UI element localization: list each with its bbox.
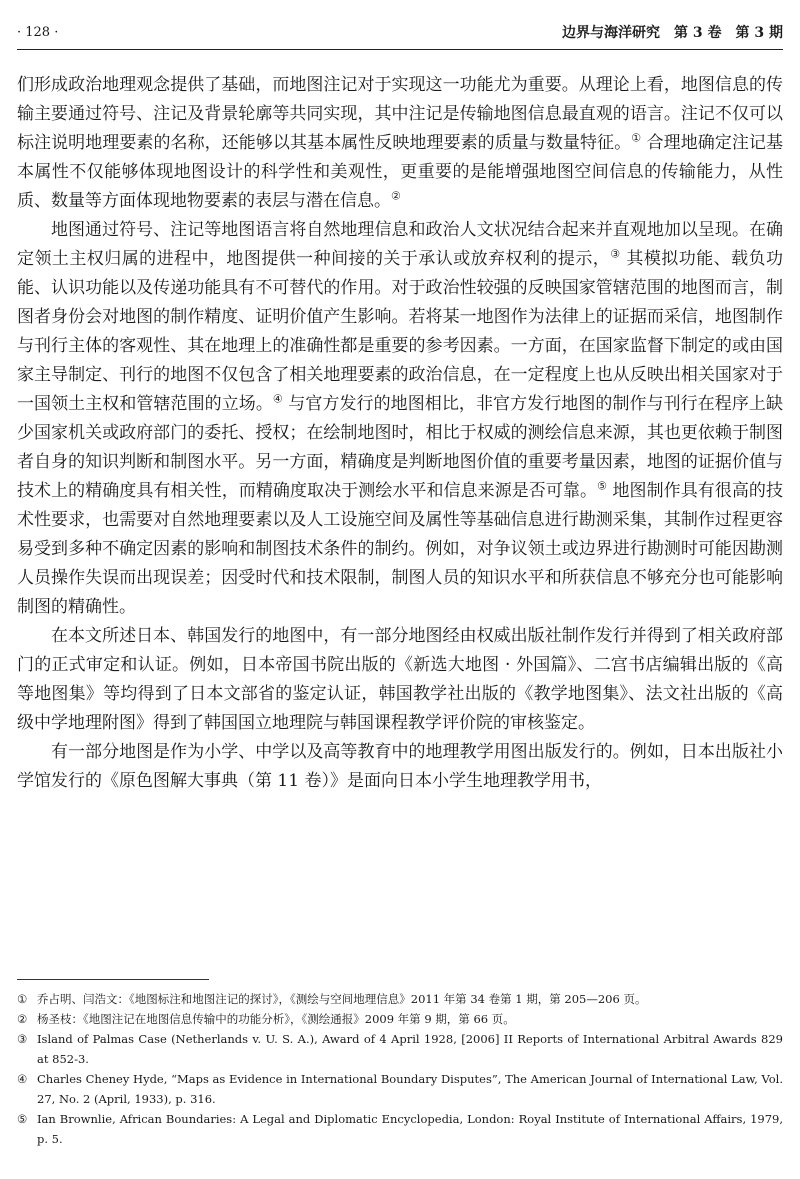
paragraph-text: 地图通过符号、注记等地图语言将自然地理信息和政治人文状况结合起来并直观地加以呈现。在确定领土主权归属的进程中，地图提供一种间接的关于承认或放弃权利的提示，	[17, 220, 783, 269]
footnote-ref[interactable]: ⑤	[597, 479, 607, 493]
footnote-number: ④	[17, 1072, 28, 1086]
page-number: · 128 ·	[17, 25, 59, 40]
paragraph-text: 有一部分地图是作为小学、中学以及高等教育中的地理教学用图出版发行的。例如，日本出版社小学馆发行的《原色图解大事典（第 11 卷）》是面向日本小学生地理教学用书，	[17, 742, 783, 791]
footnote-item	[17, 1069, 783, 1109]
paragraph	[17, 71, 783, 216]
footnote-ref[interactable]: ②	[391, 189, 401, 203]
footnote-number: ①	[17, 992, 28, 1006]
paragraph-text: 地图制作具有很高的技术性要求，也需要对自然地理要素以及人工设施空间及属性等基础信息进行勘测采集，其制作过程更容易受到多种不确定因素的影响和制图技术条件的制约。例如，对争议领土或边界进行勘测时可能因勘测人员操作失误而出现误差；因受时代和技术限制，制图人员的知识水平和所获信息不够充分也可能影响制图的精确性。	[17, 481, 783, 617]
footnote-ref[interactable]: ③	[610, 247, 621, 261]
footnote-separator	[17, 979, 209, 980]
footnote-number: ②	[17, 1012, 28, 1026]
footnote-number: ⑤	[17, 1112, 28, 1126]
paragraph-text: 在本文所述日本、韩国发行的地图中，有一部分地图经由权威出版社制作发行并得到了相关政府部门的正式审定和认证。例如，日本帝国书院出版的《新选大地图 · 外国篇》、二宫书店编辑出版的《高等地图集》等均得到了日本文部省的鉴定认证，韩国教学社出版的《教学地图集》、法文社出版的《高级中学地理附图》得到了韩国国立地理院与韩国课程教学评价院的审核鉴定。	[17, 626, 783, 733]
paragraph	[17, 216, 783, 622]
footnote-text: Charles Cheney Hyde, “Maps as Evidence in International Boundary Disputes”, The American Journal of International Law, Vol. 27, No. 2 (April, 1933), p. 316.	[37, 1072, 783, 1106]
running-header	[17, 18, 783, 48]
paragraph-text: 合理地确定注记基本属性不仅能够体现地图设计的科学性和美观性，更重要的是能增强地图空间信息的传输能力，从性质、数量等方面体现地物要素的表层与潜在信息。	[17, 133, 783, 211]
paragraph-text: 们形成政治地理观念提供了基础，而地图注记对于实现这一功能尤为重要。从理论上看，地图信息的传输主要通过符号、注记及背景轮廓等共同实现，其中注记是传输地图信息最直观的语言。注记不仅可以标注说明地理要素的名称，还能够以其基本属性反映地理要素的质量与数量特征。	[17, 75, 783, 153]
footnotes	[17, 989, 783, 1149]
paragraph	[17, 738, 783, 796]
paragraph-text: 其模拟功能、载负功能、认识功能以及传递功能具有不可替代的作用。对于政治性较强的反映国家管辖范围的地图而言，制图者身份会对地图的制作精度、证明价值产生影响。若将某一地图作为法律上的证据而采信，地图制作与刊行主体的客观性、其在地理上的准确性都是重要的参考因素。一方面，在国家监督下制定的或由国家主导制定、刊行的地图不仅包含了相关地理要素的政治信息，在一定程度上也从反映出相关国家对于一国领土主权和管辖范围的立场。	[17, 249, 783, 414]
article-body	[17, 71, 783, 796]
footnote-item	[17, 1009, 783, 1029]
footnote-item	[17, 1029, 783, 1069]
footnote-text: Island of Palmas Case (Netherlands v. U. S. A.), Award of 4 April 1928, [2006] II Reports of International Arbitral Awards 829 at 852-3.	[37, 1032, 783, 1066]
paragraph	[17, 622, 783, 738]
footnote-text: 乔占明、闫浩文：《地图标注和地图注记的探讨》，《测绘与空间地理信息》2011 年第 34 卷第 1 期，第 205—206 页。	[37, 992, 647, 1006]
journal-title: 边界与海洋研究 第 3 卷 第 3 期	[562, 25, 783, 41]
header-rule	[17, 49, 783, 50]
footnote-item	[17, 989, 783, 1009]
footnote-ref[interactable]: ①	[631, 131, 642, 145]
footnote-item	[17, 1109, 783, 1149]
paragraph-text: 与官方发行的地图相比，非官方发行地图的制作与刊行在程序上缺少国家机关或政府部门的委托、授权；在绘制地图时，相比于权威的测绘信息来源，其也更依赖于制图者自身的知识判断和制图水平。另一方面，精确度是判断地图价值的重要考量因素，地图的证据价值与技术上的精确度具有相关性，而精确度取决于测绘水平和信息来源是否可靠。	[17, 394, 783, 501]
footnote-text: 杨圣枝：《地图注记在地图信息传输中的功能分析》，《测绘通报》2009 年第 9 期，第 66 页。	[37, 1012, 515, 1026]
footnote-ref[interactable]: ④	[272, 392, 283, 406]
footnote-number: ③	[17, 1032, 28, 1046]
footnote-text: Ian Brownlie, African Boundaries: A Legal and Diplomatic Encyclopedia, London: Royal Institute of International Affairs, 1979, p. 5.	[37, 1112, 783, 1146]
